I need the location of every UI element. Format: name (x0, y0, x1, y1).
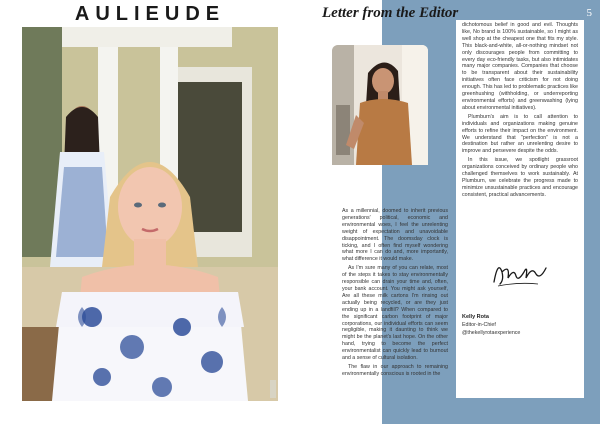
page-title: Letter from the Editor (322, 5, 459, 21)
letter-paragraph: As I'm sure many of you can relate, most of the steps it takes to stay environmentally responsible can drain your time and, often, your bank account. You might ask yourself, Are all these milk cartons I'm rinsing out actually being recycled, or are they just ending up in a landfill? When compared to the significant carbon footprint of major corporations, our individual efforts can seem negligible, making it daunting to think we might be the planet's last hope. On the other hand, trying to become the perfect environmentalist can quickly lead to burnout and a sense of cultural isolation. (342, 265, 448, 362)
page-number: 5 (586, 7, 592, 19)
signature-image (488, 254, 552, 290)
letter-paragraph: Plumburn's aim is to call attention to individuals and organizations making genuine efforts to refine their impact on the environment. We understand that "perfection" is not a destination but rather an unrelenting desire to improve and persevere despite the odds. (462, 113, 578, 155)
signature-role: Editor-in-Chief (462, 322, 496, 328)
letter-paragraph: dichotomous belief in good and evil. Thoughts like, No brand is 100% sustainable, so I might as well shop at the cheapest one that fits my style. This black-and-white, all-or-nothing mindset not only discourages people from committing to every day eco-friendly tasks, but also intimidates many major companies. Companies that choose to be transparent about their sustainability initiatives often face criticism for not doing enough. This has led to problematic practices like greenhushing (withholding, or underreporting environmental efforts) and greenwashing (lying about environmental initiatives). (462, 22, 578, 111)
letter-column-right (462, 22, 578, 272)
letter-paragraph: In this issue, we spotlight grassroot organizations conceived by ordinary people who challenged themselves to work sustainably. At Plumburn, we celebrate the progress made to minimize unsustainable practices and encourage consistent, practical advancements. (462, 157, 578, 198)
editor-photo (332, 45, 428, 165)
letter-paragraph: The flaw in our approach to remaining environmentally conscious is rooted in the (342, 363, 448, 377)
editor-photo-illustration (332, 45, 428, 165)
cover-photo (22, 27, 278, 401)
letter-paragraph: As a millennial, doomed to inherit previous generations' political, economic and environmental woes, I feel the unrelenting weight of expectation and unavoidable disappointment. The doomsday clock is ticking, and I often find myself wondering what more I can do and, more importantly, what difference it would make. (342, 208, 448, 263)
cover-photo-illustration (22, 27, 278, 401)
magazine-masthead: AULIEUDE (74, 3, 226, 25)
letter-column-left (342, 208, 448, 378)
signature-name: Kelly Rota (462, 314, 489, 320)
photo-credit-strip (270, 380, 276, 398)
signature-handle: @thekellyrotaexperience (462, 330, 521, 336)
